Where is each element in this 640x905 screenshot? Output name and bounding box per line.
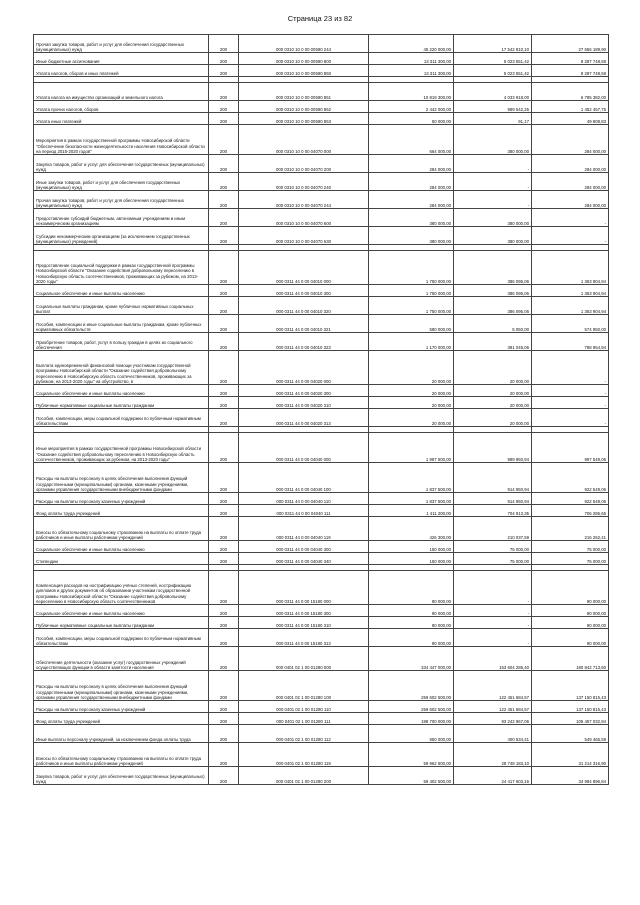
page-title: Страница 23 из 82: [287, 14, 353, 23]
row-executed-amount-cell: 122 451 684,57: [454, 701, 532, 713]
row-name-cell: Социальное обеспечение и иные выплаты населению: [34, 385, 209, 397]
row-classification-code-cell: 000 0401 02 1 00 01280 100: [239, 671, 369, 701]
row-approved-amount-cell: 950 000,00: [369, 725, 454, 743]
row-remaining-amount-cell: 6 785 382,00: [532, 83, 609, 101]
row-approved-amount-cell: 2 442 000,00: [369, 101, 454, 113]
row-classification-code-cell: 000 0311 44 0 00 04040 340: [239, 553, 369, 565]
row-classification-code-cell: 000 0310 10 0 00 00590 800: [239, 53, 369, 65]
row-classification-code-cell: 000 0311 44 0 00 04010 300: [239, 285, 369, 297]
row-name-cell: Прочая закупка товаров, работ и услуг для обеспечения государственных (муниципальных) нужд: [34, 35, 209, 53]
row-classification-code-cell: 000 0401 02 1 00 01280 112: [239, 725, 369, 743]
row-classification-code-cell: 000 0311 44 0 00 15180 313: [239, 629, 369, 647]
row-code-cell: 200: [209, 351, 239, 385]
row-approved-amount-cell: 50 000,00: [369, 113, 454, 125]
row-code-cell: 200: [209, 671, 239, 701]
table-row: [34, 209, 609, 227]
table-row: [34, 629, 609, 647]
row-executed-amount-cell: 153 604 286,40: [454, 647, 532, 671]
row-name-cell: Иные закупки товаров, работ и услуг для обеспечения государственных (муниципальных) нужд: [34, 173, 209, 191]
row-executed-amount-cell: 24 417 603,16: [454, 767, 532, 785]
row-name-cell: Расходы на выплаты персоналу в целях обеспечения выполнения функций государственными (муниципальными) органами, казенными учреждениями, органами управления государственными внебюджетными фондами: [34, 463, 209, 493]
row-name-cell: Приобретение товаров, работ, услуг в пользу граждан в целях их социального обеспечения: [34, 333, 209, 351]
row-code-cell: 200: [209, 433, 239, 463]
row-name-cell: Расходы на выплаты персоналу казенных учреждений: [34, 493, 209, 505]
row-code-cell: 200: [209, 397, 239, 409]
table-row: [34, 571, 609, 605]
row-name-cell: Закупка товаров, работ и услуг для обеспечения государственных (муниципальных) нужд: [34, 767, 209, 785]
row-code-cell: 200: [209, 713, 239, 725]
row-classification-code-cell: 000 0310 10 0 00 04070 600: [239, 209, 369, 227]
row-name-cell: Пособия, компенсации, меры социальной поддержки по публичным нормативным обязательствам: [34, 409, 209, 427]
row-classification-code-cell: 000 0311 44 0 00 04010 321: [239, 315, 369, 333]
row-remaining-amount-cell: 1 363 904,94: [532, 297, 609, 315]
row-name-cell: Социальное обеспечение и иные выплаты населению: [34, 541, 209, 553]
row-classification-code-cell: 000 0310 10 0 00 00590 851: [239, 83, 369, 101]
row-name-cell: Иные мероприятия в рамках государственной программы Новосибирской области "Оказание содействия добровольному переселению в Новосибирскую область соотечественников, проживающих за рубежом, на 2013-2020 годы": [34, 433, 209, 463]
row-remaining-amount-cell: 284 000,00: [532, 125, 609, 155]
row-executed-amount-cell: 386 095,06: [454, 285, 532, 297]
row-remaining-amount-cell: 90 000,00: [532, 617, 609, 629]
row-approved-amount-cell: 90 000,00: [369, 617, 454, 629]
row-name-cell: Мероприятия в рамках государственной программы Новосибирской области "Обеспечение безопасности жизнедеятельности населения Новосибирской области на период 2015-2020 годов": [34, 125, 209, 155]
row-classification-code-cell: 000 0311 44 0 00 04020 310: [239, 397, 369, 409]
table-row: [34, 701, 609, 713]
row-remaining-amount-cell: 90 000,00: [532, 571, 609, 605]
row-code-cell: 200: [209, 605, 239, 617]
table-row: [34, 505, 609, 517]
row-code-cell: 200: [209, 315, 239, 333]
row-approved-amount-cell: 580 000,00: [369, 315, 454, 333]
row-classification-code-cell: 000 0310 10 0 00 00590 244: [239, 35, 369, 53]
row-approved-amount-cell: 20 000,00: [369, 397, 454, 409]
row-name-cell: Фонд оплаты труда учреждений: [34, 505, 209, 517]
row-classification-code-cell: 000 0311 44 0 00 04040 110: [239, 493, 369, 505]
table-row: [34, 605, 609, 617]
row-code-cell: 200: [209, 463, 239, 493]
row-classification-code-cell: 000 0310 10 0 00 00590 852: [239, 101, 369, 113]
row-classification-code-cell: 000 0401 02 1 00 01280 200: [239, 767, 369, 785]
row-executed-amount-cell: 75 000,00: [454, 553, 532, 565]
row-approved-amount-cell: 59 402 500,00: [369, 767, 454, 785]
row-classification-code-cell: 000 0311 44 0 00 04020 300: [239, 385, 369, 397]
row-name-cell: Пособия, компенсации, меры социальной поддержки по публичным нормативным обязательствам: [34, 629, 209, 647]
row-executed-amount-cell: 989 950,94: [454, 433, 532, 463]
row-remaining-amount-cell: 997 549,06: [532, 433, 609, 463]
row-executed-amount-cell: 20 000,00: [454, 351, 532, 385]
row-approved-amount-cell: 1 750 000,00: [369, 285, 454, 297]
table-row: [34, 125, 609, 155]
row-name-cell: Предоставление субсидий бюджетным, автономным учреждениям и иным некоммерческим организациям: [34, 209, 209, 227]
table-row: [34, 285, 609, 297]
row-classification-code-cell: 000 0310 10 0 00 04070 630: [239, 227, 369, 245]
row-name-cell: Публичные нормативные социальные выплаты гражданам: [34, 397, 209, 409]
table-row: [34, 101, 609, 113]
row-code-cell: 200: [209, 173, 239, 191]
row-remaining-amount-cell: 574 950,00: [532, 315, 609, 333]
row-code-cell: 200: [209, 385, 239, 397]
row-approved-amount-cell: 426 300,00: [369, 517, 454, 541]
row-classification-code-cell: 000 0311 44 0 00 15180 300: [239, 605, 369, 617]
table-row: [34, 155, 609, 173]
row-approved-amount-cell: 1 170 000,00: [369, 333, 454, 351]
row-name-cell: Взносы по обязательному социальному страхованию на выплаты по оплате труда работников и иные выплаты работникам учреждений: [34, 517, 209, 541]
row-classification-code-cell: 000 0401 02 1 00 01280 119: [239, 743, 369, 767]
row-code-cell: 200: [209, 725, 239, 743]
row-remaining-amount-cell: 180 842 713,60: [532, 647, 609, 671]
row-name-cell: Фонд оплаты труда учреждений: [34, 713, 209, 725]
row-executed-amount-cell: -: [454, 617, 532, 629]
table-row: [34, 385, 609, 397]
row-name-cell: Уплата прочих налогов, сборов: [34, 101, 209, 113]
row-remaining-amount-cell: 1 363 904,94: [532, 285, 609, 297]
row-remaining-amount-cell: 1 452 457,75: [532, 101, 609, 113]
row-code-cell: 200: [209, 251, 239, 285]
row-code-cell: 200: [209, 617, 239, 629]
table-row: [34, 463, 609, 493]
table-row: [34, 541, 609, 553]
row-remaining-amount-cell: 90 000,00: [532, 605, 609, 617]
row-remaining-amount-cell: 284 000,00: [532, 155, 609, 173]
row-code-cell: 200: [209, 191, 239, 209]
row-approved-amount-cell: 259 602 500,00: [369, 671, 454, 701]
row-code-cell: 200: [209, 517, 239, 541]
row-name-cell: Прочая закупка товаров, работ и услуг для обеспечения государственных (муниципальных) нужд: [34, 191, 209, 209]
row-classification-code-cell: 000 0311 44 0 00 04040 100: [239, 463, 369, 493]
table-row: [34, 725, 609, 743]
table-row: [34, 351, 609, 385]
row-classification-code-cell: 000 0311 44 0 00 04040 000: [239, 433, 369, 463]
row-name-cell: Субсидии некоммерческим организациям (за исключением государственных (муниципальных) учреждений): [34, 227, 209, 245]
row-code-cell: 200: [209, 285, 239, 297]
table-row: [34, 297, 609, 315]
row-name-cell: Социальное обеспечение и иные выплаты населению: [34, 605, 209, 617]
row-remaining-amount-cell: 75 000,00: [532, 553, 609, 565]
budget-table: [33, 34, 609, 785]
row-approved-amount-cell: 284 000,00: [369, 173, 454, 191]
row-classification-code-cell: 000 0311 44 0 00 04020 000: [239, 351, 369, 385]
row-classification-code-cell: 000 0401 02 1 00 01280 110: [239, 701, 369, 713]
row-executed-amount-cell: 93 242 967,06: [454, 713, 532, 725]
row-executed-amount-cell: 4 033 918,00: [454, 83, 532, 101]
row-code-cell: 200: [209, 83, 239, 101]
row-remaining-amount-cell: 1 363 904,94: [532, 251, 609, 285]
row-executed-amount-cell: 75 000,00: [454, 541, 532, 553]
row-approved-amount-cell: 1 837 500,00: [369, 493, 454, 505]
row-classification-code-cell: 000 0310 10 0 00 04070 000: [239, 125, 369, 155]
row-code-cell: 200: [209, 65, 239, 77]
row-executed-amount-cell: 17 542 810,10: [454, 35, 532, 53]
row-approved-amount-cell: 20 000,00: [369, 385, 454, 397]
row-executed-amount-cell: 20 000,00: [454, 397, 532, 409]
row-code-cell: 200: [209, 493, 239, 505]
row-executed-amount-cell: 380 000,00: [454, 227, 532, 245]
table-row: [34, 767, 609, 785]
row-remaining-amount-cell: 49 908,83: [532, 113, 609, 125]
row-name-cell: Социальные выплаты гражданам, кроме публичных нормативных социальных выплат: [34, 297, 209, 315]
row-name-cell: Выплата единовременной финансовой помощи участникам государственной программы Новосибирской области "Оказание содействия добровольному переселению в Новосибирскую область соотечественников, проживающих за рубежом, на 2013-2020 годы" на обустройство, в: [34, 351, 209, 385]
row-approved-amount-cell: 59 962 500,00: [369, 743, 454, 767]
row-name-cell: Стипендии: [34, 553, 209, 565]
row-remaining-amount-cell: 922 549,06: [532, 463, 609, 493]
row-executed-amount-cell: 5 023 551,42: [454, 53, 532, 65]
row-classification-code-cell: 000 0401 02 1 00 01280 111: [239, 713, 369, 725]
table-row: [34, 713, 609, 725]
row-code-cell: 200: [209, 297, 239, 315]
row-name-cell: Предоставление социальной поддержки в рамках государственной программы Новосибирской области "Оказание содействия добровольному переселению в Новосибирскую область соотечественников, проживающих за рубежом, на 2013-2020 годы": [34, 251, 209, 285]
row-name-cell: Социальное обеспечение и иные выплаты населению: [34, 285, 209, 297]
row-executed-amount-cell: 380 000,00: [454, 125, 532, 155]
row-remaining-amount-cell: -: [532, 227, 609, 245]
row-executed-amount-cell: -: [454, 191, 532, 209]
row-remaining-amount-cell: 90 000,00: [532, 629, 609, 647]
row-name-cell: Обеспечение деятельности (оказание услуг) государственных учреждений осуществляющих функции в области занятости населения: [34, 647, 209, 671]
row-approved-amount-cell: 334 447 000,00: [369, 647, 454, 671]
row-classification-code-cell: 000 0311 44 0 00 04010 323: [239, 333, 369, 351]
row-remaining-amount-cell: 105 457 032,94: [532, 713, 609, 725]
row-remaining-amount-cell: 27 656 189,90: [532, 35, 609, 53]
table-row: [34, 617, 609, 629]
table-row: [34, 227, 609, 245]
row-executed-amount-cell: 381 045,06: [454, 333, 532, 351]
row-executed-amount-cell: 386 095,06: [454, 251, 532, 285]
row-approved-amount-cell: 90 000,00: [369, 605, 454, 617]
row-approved-amount-cell: 284 000,00: [369, 191, 454, 209]
row-classification-code-cell: 000 0311 44 0 00 04040 119: [239, 517, 369, 541]
row-executed-amount-cell: 91,17: [454, 113, 532, 125]
row-approved-amount-cell: 20 000,00: [369, 409, 454, 427]
row-classification-code-cell: 000 0311 44 0 00 15180 000: [239, 571, 369, 605]
row-name-cell: Уплата налогов, сборов и иных платежей: [34, 65, 209, 77]
row-name-cell: Иные бюджетные ассигнования: [34, 53, 209, 65]
row-classification-code-cell: 000 0311 44 0 00 04020 313: [239, 409, 369, 427]
row-approved-amount-cell: 13 311 300,00: [369, 65, 454, 77]
row-code-cell: 200: [209, 767, 239, 785]
row-code-cell: 200: [209, 701, 239, 713]
row-approved-amount-cell: 13 311 300,00: [369, 53, 454, 65]
row-code-cell: 200: [209, 155, 239, 173]
row-name-cell: Расходы на выплаты персоналу казенных учреждений: [34, 701, 209, 713]
row-classification-code-cell: 000 0311 44 0 00 04040 111: [239, 505, 369, 517]
row-approved-amount-cell: 284 000,00: [369, 155, 454, 173]
row-classification-code-cell: 000 0401 02 1 00 01280 000: [239, 647, 369, 671]
row-remaining-amount-cell: -: [532, 351, 609, 385]
row-name-cell: Уплата иных платежей: [34, 113, 209, 125]
row-code-cell: 200: [209, 505, 239, 517]
row-name-cell: Уплата налога на имущество организаций и земельного налога: [34, 83, 209, 101]
row-executed-amount-cell: 5 023 551,42: [454, 65, 532, 77]
row-executed-amount-cell: 20 000,00: [454, 409, 532, 427]
row-code-cell: 200: [209, 35, 239, 53]
row-approved-amount-cell: 10 819 300,00: [369, 83, 454, 101]
row-approved-amount-cell: 1 750 000,00: [369, 297, 454, 315]
row-approved-amount-cell: 150 000,00: [369, 541, 454, 553]
table-row: [34, 333, 609, 351]
table-row: [34, 83, 609, 101]
row-classification-code-cell: 000 0311 44 0 00 15180 310: [239, 617, 369, 629]
row-code-cell: 200: [209, 227, 239, 245]
table-row: [34, 397, 609, 409]
row-executed-amount-cell: 380 000,00: [454, 209, 532, 227]
row-approved-amount-cell: 20 000,00: [369, 351, 454, 385]
row-classification-code-cell: 000 0310 10 0 00 00590 853: [239, 113, 369, 125]
row-remaining-amount-cell: 788 954,94: [532, 333, 609, 351]
row-code-cell: 200: [209, 647, 239, 671]
row-executed-amount-cell: 28 748 183,10: [454, 743, 532, 767]
row-approved-amount-cell: 380 000,00: [369, 209, 454, 227]
row-executed-amount-cell: 400 534,41: [454, 725, 532, 743]
table-row: [34, 493, 609, 505]
row-code-cell: 200: [209, 571, 239, 605]
row-remaining-amount-cell: -: [532, 385, 609, 397]
row-approved-amount-cell: 259 602 500,00: [369, 701, 454, 713]
table-row: [34, 517, 609, 541]
row-approved-amount-cell: 198 700 000,00: [369, 713, 454, 725]
row-remaining-amount-cell: -: [532, 397, 609, 409]
row-executed-amount-cell: 5 050,00: [454, 315, 532, 333]
row-remaining-amount-cell: 922 549,06: [532, 493, 609, 505]
row-name-cell: Пособия, компенсации и иные социальные выплаты гражданам, кроме публичных нормативных обязательств: [34, 315, 209, 333]
row-executed-amount-cell: 210 037,59: [454, 517, 532, 541]
row-remaining-amount-cell: 284 000,00: [532, 173, 609, 191]
row-classification-code-cell: 000 0311 44 0 00 04010 320: [239, 297, 369, 315]
row-remaining-amount-cell: 284 000,00: [532, 191, 609, 209]
table-row: [34, 113, 609, 125]
row-approved-amount-cell: 45 220 000,00: [369, 35, 454, 53]
table-row: [34, 191, 609, 209]
table-row: [34, 173, 609, 191]
row-name-cell: Публичные нормативные социальные выплаты гражданам: [34, 617, 209, 629]
row-classification-code-cell: 000 0310 10 0 00 00590 850: [239, 65, 369, 77]
table-row: [34, 647, 609, 671]
row-executed-amount-cell: -: [454, 629, 532, 647]
row-classification-code-cell: 000 0311 44 0 00 04040 300: [239, 541, 369, 553]
row-remaining-amount-cell: 137 150 815,43: [532, 701, 609, 713]
row-code-cell: 200: [209, 541, 239, 553]
row-classification-code-cell: 000 0310 10 0 00 04070 240: [239, 173, 369, 191]
row-approved-amount-cell: 90 000,00: [369, 571, 454, 605]
row-approved-amount-cell: 150 000,00: [369, 553, 454, 565]
row-classification-code-cell: 000 0310 10 0 00 04070 200: [239, 155, 369, 173]
row-name-cell: Расходы на выплаты персоналу в целях обеспечения выполнения функций государственными (муниципальными) органами, казенными учреждениями, органами управления государственными внебюджетными фондами: [34, 671, 209, 701]
table-row: [34, 433, 609, 463]
row-remaining-amount-cell: 8 287 748,58: [532, 65, 609, 77]
row-approved-amount-cell: 1 987 500,00: [369, 433, 454, 463]
row-approved-amount-cell: 1 411 200,00: [369, 505, 454, 517]
row-remaining-amount-cell: 34 984 896,84: [532, 767, 609, 785]
row-executed-amount-cell: 122 451 684,57: [454, 671, 532, 701]
row-approved-amount-cell: 1 837 500,00: [369, 463, 454, 493]
row-name-cell: Иные выплаты персоналу учреждений, за исключением фонда оплаты труда: [34, 725, 209, 743]
row-approved-amount-cell: 1 750 000,00: [369, 251, 454, 285]
row-executed-amount-cell: 989 542,25: [454, 101, 532, 113]
row-executed-amount-cell: 386 095,06: [454, 297, 532, 315]
row-remaining-amount-cell: -: [532, 209, 609, 227]
row-remaining-amount-cell: 137 150 815,43: [532, 671, 609, 701]
table-row: [34, 743, 609, 767]
table-row: [34, 671, 609, 701]
row-executed-amount-cell: 20 000,00: [454, 385, 532, 397]
row-approved-amount-cell: 664 000,00: [369, 125, 454, 155]
table-row: [34, 65, 609, 77]
row-code-cell: 200: [209, 333, 239, 351]
row-name-cell: Компенсация расходов на нострификацию учёных степеней, нострификацию дипломов и других документов об образовании участникам государственной программы Новосибирской области "Оказание содействия добровольному переселению в Новосибирскую область соотечественников: [34, 571, 209, 605]
row-code-cell: 200: [209, 125, 239, 155]
table-row: [34, 315, 609, 333]
row-code-cell: 200: [209, 629, 239, 647]
row-remaining-amount-cell: 706 286,65: [532, 505, 609, 517]
row-approved-amount-cell: 380 000,00: [369, 227, 454, 245]
row-remaining-amount-cell: 216 262,41: [532, 517, 609, 541]
row-executed-amount-cell: -: [454, 173, 532, 191]
row-executed-amount-cell: -: [454, 155, 532, 173]
row-remaining-amount-cell: 31 214 316,90: [532, 743, 609, 767]
row-classification-code-cell: 000 0311 44 0 00 04010 000: [239, 251, 369, 285]
table-row: [34, 35, 609, 53]
row-code-cell: 200: [209, 743, 239, 767]
row-code-cell: 200: [209, 101, 239, 113]
row-remaining-amount-cell: 8 287 748,58: [532, 53, 609, 65]
table-row: [34, 409, 609, 427]
row-code-cell: 200: [209, 113, 239, 125]
row-executed-amount-cell: 704 913,35: [454, 505, 532, 517]
row-remaining-amount-cell: 75 000,00: [532, 541, 609, 553]
row-remaining-amount-cell: 549 465,59: [532, 725, 609, 743]
row-name-cell: Взносы по обязательному социальному страхованию на выплаты по оплате труда работников и иные выплаты работникам учреждений: [34, 743, 209, 767]
row-executed-amount-cell: 914 950,94: [454, 463, 532, 493]
row-executed-amount-cell: 914 950,94: [454, 493, 532, 505]
row-code-cell: 200: [209, 209, 239, 227]
row-executed-amount-cell: -: [454, 571, 532, 605]
table-row: [34, 553, 609, 565]
table-row: [34, 251, 609, 285]
row-classification-code-cell: 000 0310 10 0 00 04070 244: [239, 191, 369, 209]
row-code-cell: 200: [209, 53, 239, 65]
row-code-cell: 200: [209, 409, 239, 427]
row-name-cell: Закупка товаров, работ и услуг для обеспечения государственных (муниципальных) нужд: [34, 155, 209, 173]
row-approved-amount-cell: 90 000,00: [369, 629, 454, 647]
row-executed-amount-cell: -: [454, 605, 532, 617]
row-code-cell: 200: [209, 553, 239, 565]
table-row: [34, 53, 609, 65]
row-remaining-amount-cell: -: [532, 409, 609, 427]
